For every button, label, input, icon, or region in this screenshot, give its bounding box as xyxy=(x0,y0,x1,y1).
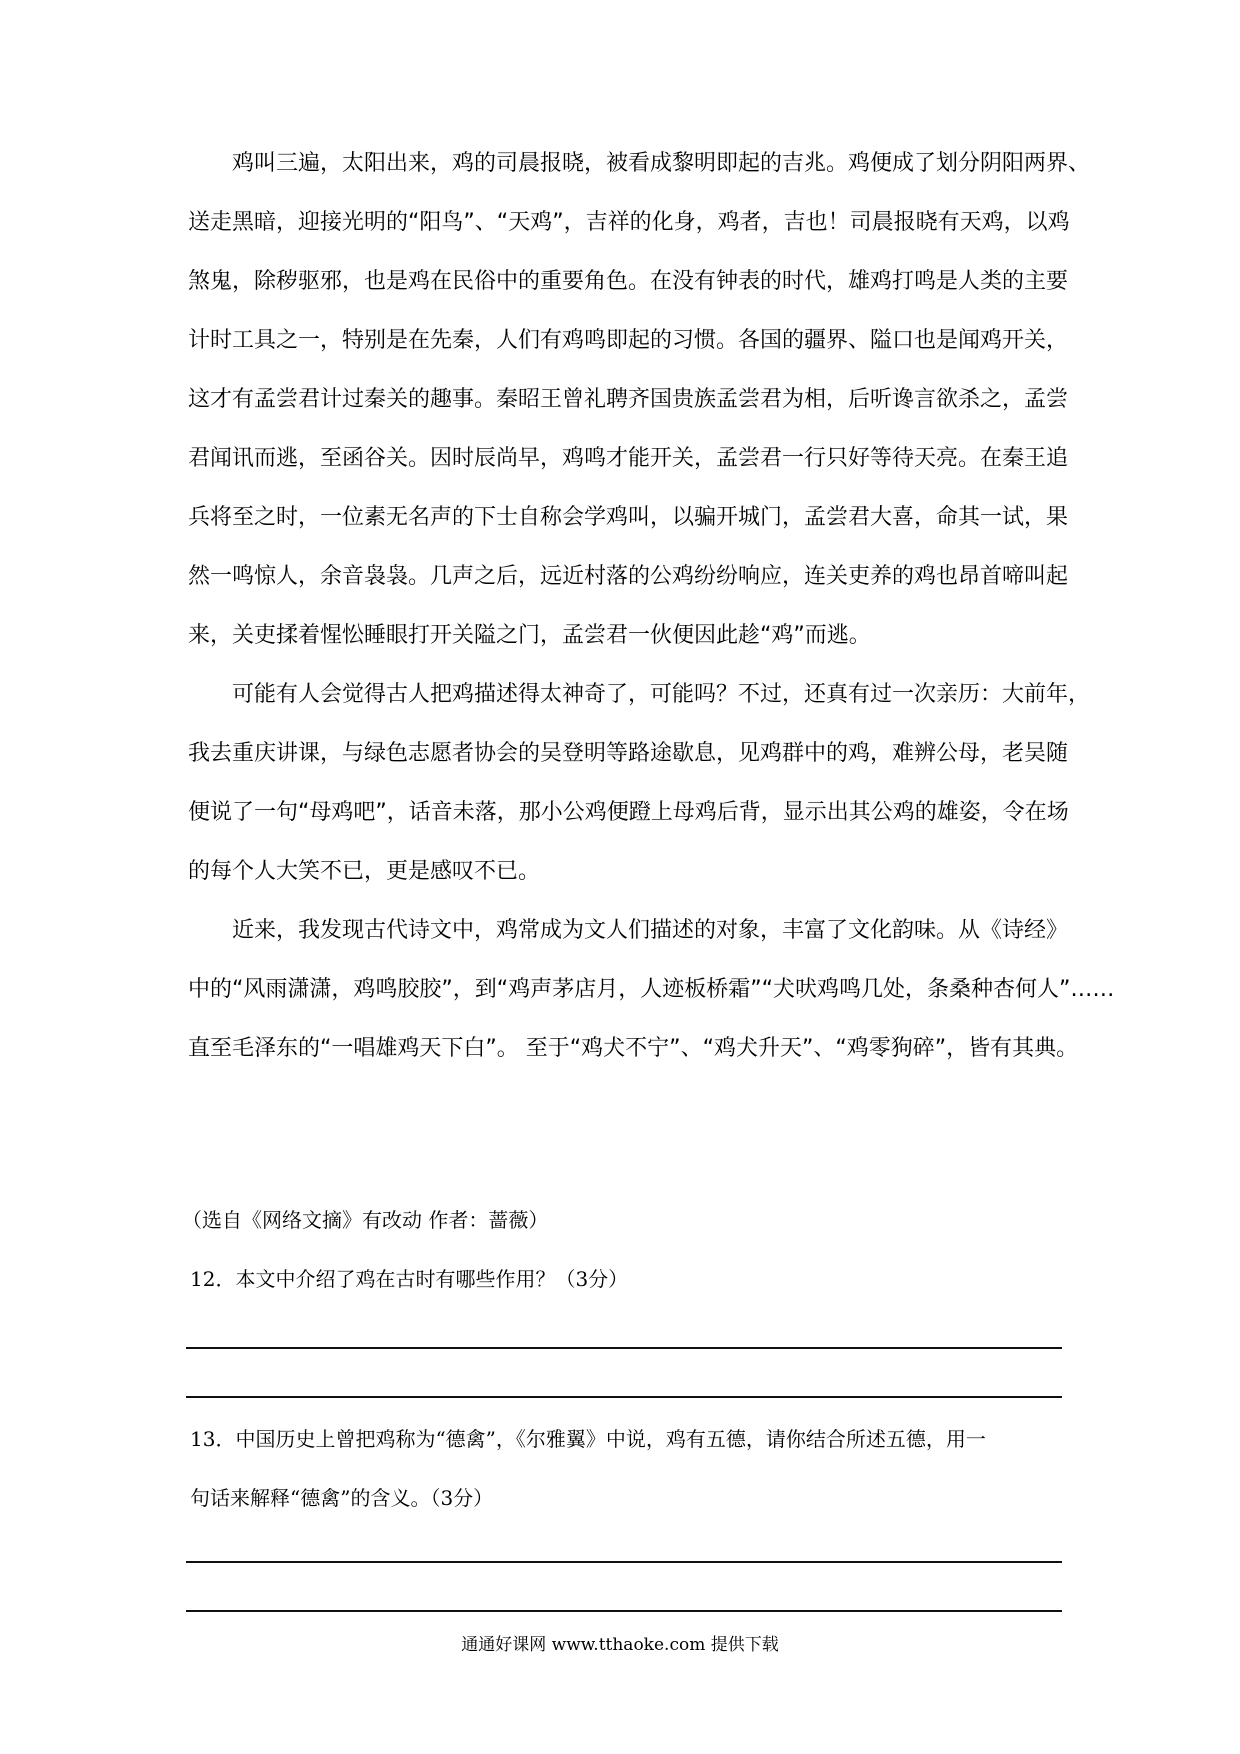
paragraph-1-line-6: 君闻讯而逃，至函谷关。因时辰尚早，鸡鸣才能开关，孟尝君一行只好等待天亮。在秦王追 xyxy=(188,446,1069,471)
answer-line-13-1 xyxy=(186,1561,1062,1563)
answer-line-12-1 xyxy=(186,1347,1062,1349)
paragraph-1-line-9: 来，关吏揉着惺忪睡眼打开关隘之门，孟尝君一伙便因此趁“鸡”而逃。 xyxy=(188,623,871,648)
question-12: 12．本文中介绍了鸡在古时有哪些作用？（3分） xyxy=(190,1267,629,1291)
paragraph-2-line-2: 我去重庆讲课，与绿色志愿者协会的吴登明等路途歇息，见鸡群中的鸡，难辨公母，老吴随 xyxy=(188,741,1069,766)
article-source: （选自《网络文摘》有改动 作者：蔷薇） xyxy=(182,1208,549,1232)
footer-text: 通通好课网 www.tthaoke.com 提供下载 xyxy=(461,1635,779,1655)
paragraph-3-line-2: 中的“风雨潇潇，鸡鸣胶胶”，到“鸡声茅店月，人迹板桥霜”“犬吠鸡鸣几处，条桑种杏何人”…… xyxy=(188,977,1115,1002)
paragraph-1-line-2: 送走黑暗，迎接光明的“阳鸟”、“天鸡”，吉祥的化身，鸡者，吉也！司晨报晓有天鸡，以鸡 xyxy=(188,210,1070,235)
paragraph-1-line-5: 这才有孟尝君计过秦关的趣事。秦昭王曾礼聘齐国贵族孟尝君为相，后听谗言欲杀之，孟尝 xyxy=(188,387,1069,412)
paragraph-3-line-1: 近来，我发现古代诗文中，鸡常成为文人们描述的对象，丰富了文化韵味。从《诗经》 xyxy=(232,918,1069,943)
paragraph-1-line-3: 煞鬼，除秽驱邪，也是鸡在民俗中的重要角色。在没有钟表的时代，雄鸡打鸣是人类的主要 xyxy=(188,269,1069,294)
paragraph-1-line-8: 然一鸣惊人，余音袅袅。几声之后，远近村落的公鸡纷纷响应，连关吏养的鸡也昂首啼叫起 xyxy=(188,564,1069,589)
question-13-line-2: 句话来解释“德禽”的含义。（3分） xyxy=(190,1486,494,1510)
paragraph-1-line-4: 计时工具之一，特别是在先秦，人们有鸡鸣即起的习惯。各国的疆界、隘口也是闻鸡开关， xyxy=(188,328,1069,353)
answer-line-12-2 xyxy=(186,1396,1062,1398)
answer-line-13-2 xyxy=(186,1610,1062,1612)
paragraph-2-line-4: 的每个人大笑不已，更是感叹不已。 xyxy=(188,859,541,884)
paragraph-2-line-1: 可能有人会觉得古人把鸡描述得太神奇了，可能吗？不过，还真有过一次亲历：大前年， xyxy=(232,682,1091,707)
paragraph-2-line-3: 便说了一句“母鸡吧”，话音未落，那小公鸡便蹬上母鸡后背，显示出其公鸡的雄姿，令在场 xyxy=(188,800,1069,825)
paragraph-1-line-7: 兵将至之时，一位素无名声的下士自称会学鸡叫，以骗开城门，孟尝君大喜，命其一试，果 xyxy=(188,505,1069,530)
paragraph-3-line-3: 直至毛泽东的“一唱雄鸡天下白”。 至于“鸡犬不宁”、“鸡犬升天”、“鸡零狗碎”，皆有其典。 xyxy=(188,1036,1079,1061)
question-13-line-1: 13．中国历史上曾把鸡称为“德禽”，《尔雅翼》中说，鸡有五德，请你结合所述五德，用一 xyxy=(190,1427,986,1451)
paragraph-1-line-1: 鸡叫三遍，太阳出来，鸡的司晨报晓，被看成黎明即起的吉兆。鸡便成了划分阴阳两界、 xyxy=(232,151,1091,176)
